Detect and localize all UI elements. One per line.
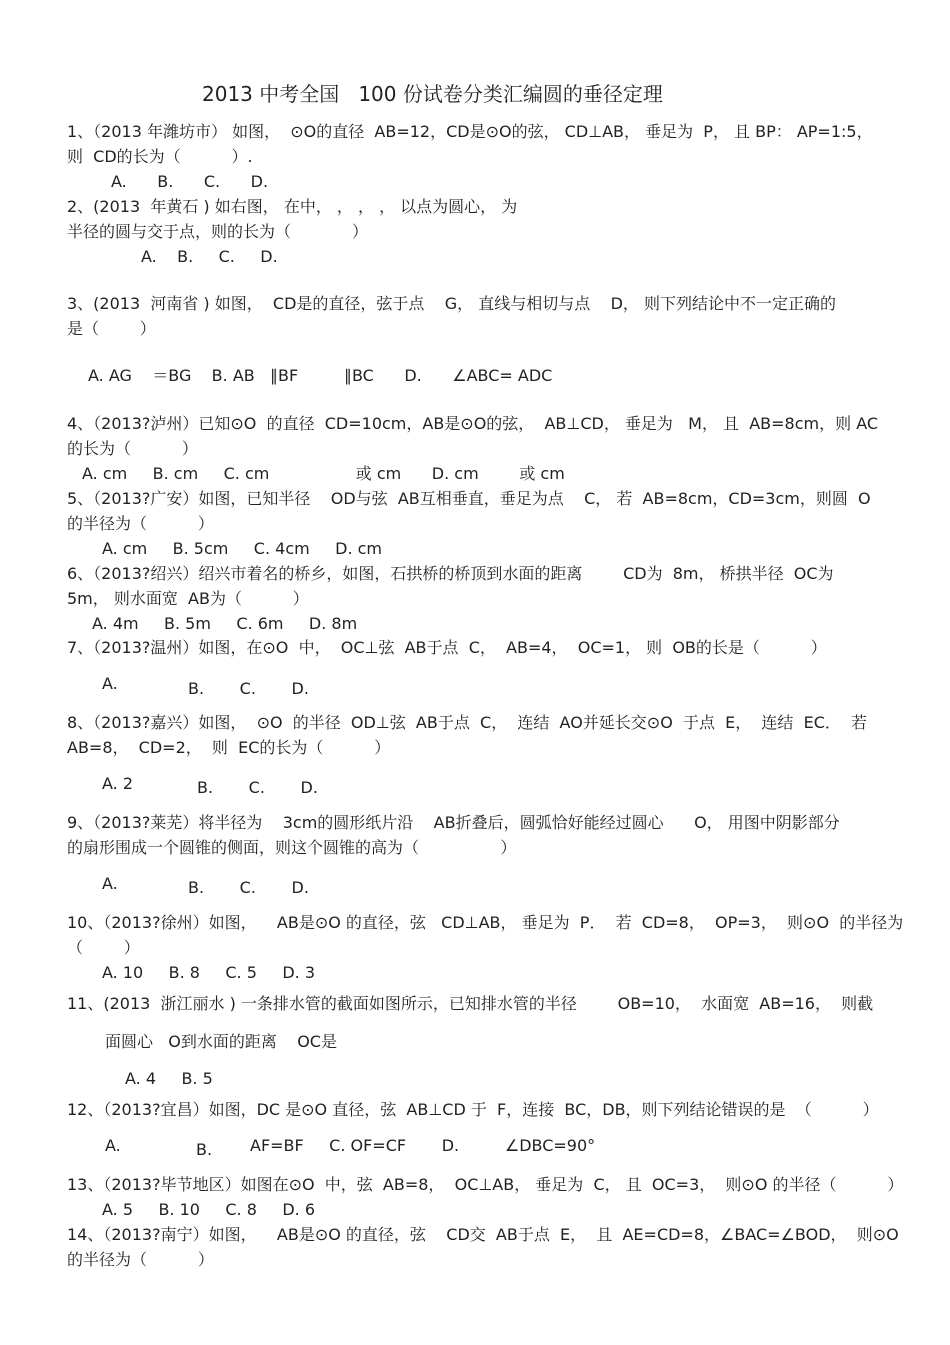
q11-line-1: 11、(2013 浙江丽水 ) 一条排水管的截面如图所示，已知排水管的半径 OB=10， 水面宽 AB=16， 则截: [67, 994, 874, 1013]
q14-line-1: 14、（2013?南宁）如图， AB是⊙O 的直径，弦 CD交 AB于点 E， 且 AE=CD=8，∠BAC=∠BOD， 则⊙O: [67, 1225, 899, 1244]
q14-line-2: 的半径为（ ）: [67, 1250, 214, 1269]
q10-options: A. 10 B. 8 C. 5 D. 3: [102, 963, 316, 982]
q6-line-1: 6、（2013?绍兴）绍兴市着名的桥乡，如图，石拱桥的桥顶到水面的距离 CD为 8m， 桥拱半径 OC为: [67, 564, 834, 583]
q13-line-1: 13、（2013?毕节地区）如图在⊙O 中，弦 AB=8， OC⊥AB， 垂足为 C， 且 OC=3， 则⊙O 的半径（ ）: [67, 1175, 904, 1194]
q3-line-2: 是（ ）: [67, 319, 156, 338]
q2-line-2: 半径的圆与交于点，则的长为（ ）: [67, 222, 369, 241]
q8-option-a: A. 2: [102, 774, 134, 793]
q4-line-2: 的长为（ ）: [67, 439, 198, 458]
q11-line-2: 面圆心 O到水面的距离 OC是: [105, 1032, 337, 1051]
q7-option-a: A.: [102, 674, 118, 693]
q9-line-2: 的扇形围成一个圆锥的侧面，则这个圆锥的高为（ ）: [67, 838, 517, 857]
q6-line-2: 5m， 则水面宽 AB为（ ）: [67, 589, 309, 608]
q6-options: A. 4m B. 5m C. 6m D. 8m: [92, 614, 358, 633]
q3-line-1: 3、(2013 河南省 ) 如图， CD是的直径，弦于点 G， 直线与相切与点 D， 则下列结论中不一定正确的: [67, 294, 836, 313]
q12-line-1: 12、（2013?宜昌）如图，DC 是⊙O 直径，弦 AB⊥CD 于 F，连接 BC，DB，则下列结论错误的是 （ ）: [67, 1100, 879, 1119]
q5-line-1: 5、（2013?广安）如图，已知半径 OD与弦 AB互相垂直，垂足为点 C， 若 AB=8cm，CD=3cm，则圆 O: [67, 489, 871, 508]
q1-options: A. B. C. D.: [111, 172, 269, 191]
q10-line-1: 10、（2013?徐州）如图， AB是⊙O 的直径，弦 CD⊥AB， 垂足为 P． 若 CD=8， OP=3， 则⊙O 的半径为: [67, 913, 904, 932]
q7-line-1: 7、（2013?温州）如图，在⊙O 中， OC⊥弦 AB于点 C， AB=4， OC=1， 则 OB的长是（ ）: [67, 638, 827, 657]
q4-options: A. cm B. cm C. cm 或 cm D. cm 或 cm: [82, 464, 565, 483]
q12-option-a: A.: [105, 1136, 121, 1155]
q12-option-b: B.: [196, 1140, 213, 1159]
q1-line-2: 则 CD的长为（ ）.: [67, 147, 253, 166]
q9-option-a: A.: [102, 874, 118, 893]
q8-line-1: 8、（2013?嘉兴）如图， ⊙O 的半径 OD⊥弦 AB于点 C， 连结 AO并延长交⊙O 于点 E， 连结 EC． 若: [67, 713, 868, 732]
q2-line-1: 2、(2013 年黄石 ) 如右图， 在中， ， ， ， 以点为圆心， 为: [67, 197, 518, 216]
q5-options: A. cm B. 5cm C. 4cm D. cm: [102, 539, 382, 558]
q1-line-1: 1、（2013 年潍坊市） 如图， ⊙O的直径 AB=12，CD是⊙O的弦， CD⊥AB， 垂足为 P， 且 BP： AP=1:5，: [67, 122, 873, 141]
q3-options: A. AG ＝BG B. AB ∥BF ∥BC D. ∠ABC= ADC: [88, 366, 553, 385]
q8-options: B. C. D.: [197, 778, 318, 797]
q9-options: B. C. D.: [188, 878, 309, 897]
q2-options: A. B. C. D.: [141, 247, 278, 266]
q7-options: B. C. D.: [188, 679, 309, 698]
q11-options: A. 4 B. 5: [125, 1069, 213, 1088]
q12-options: AF=BF C. OF=CF D. ∠DBC=90°: [250, 1136, 596, 1155]
page-title: 2013 中考全国 100 份试卷分类汇编圆的垂径定理: [202, 82, 663, 106]
q5-line-2: 的半径为（ ）: [67, 514, 214, 533]
q10-line-2: （ ）: [67, 938, 140, 957]
q9-line-1: 9、（2013?莱芜）将半径为 3cm的圆形纸片沿 AB折叠后，圆弧恰好能经过圆心 O， 用图中阴影部分: [67, 813, 840, 832]
q13-options: A. 5 B. 10 C. 8 D. 6: [102, 1200, 316, 1219]
q4-line-1: 4、（2013?泸州）已知⊙O 的直径 CD=10cm，AB是⊙O的弦， AB⊥CD， 垂足为 M， 且 AB=8cm，则 AC: [67, 414, 879, 433]
q8-line-2: AB=8， CD=2， 则 EC的长为（ ）: [67, 738, 391, 757]
